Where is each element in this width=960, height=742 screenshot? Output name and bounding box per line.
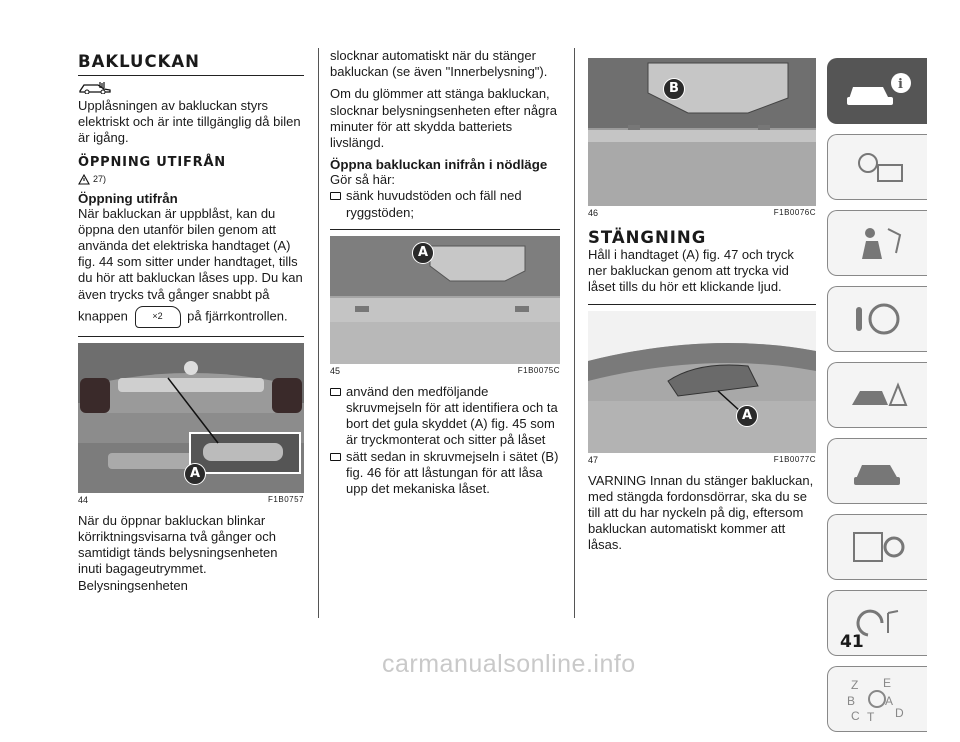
emergency-icon	[848, 375, 908, 415]
bullet-1-text: sänk huvudstöden och fäll ned ryggstöden;	[346, 188, 522, 220]
index-letter-c: C	[850, 709, 860, 723]
index-letter-z: Z	[850, 678, 858, 692]
body-paragraph-1b	[78, 306, 304, 328]
figure-44-marker: A	[184, 463, 206, 485]
sub-heading-oppning-utifran: Öppning utifrån	[78, 190, 178, 206]
body-paragraph-2: När du öppnar bakluckan blinkar körriktningsvisarna två gånger och samtidigt tänds belysningsenheten inuti bagageutrymmet. Belysningsenheten	[78, 512, 278, 593]
column-divider-2	[574, 48, 575, 618]
figure-44-caption	[78, 495, 304, 505]
column-2	[330, 48, 560, 497]
figure-44-number: 44	[78, 494, 89, 505]
maintenance-icon	[848, 451, 908, 491]
remote-key-icon: ×2	[135, 306, 181, 328]
svg-text:i: i	[897, 77, 903, 92]
figure-45	[330, 229, 560, 364]
technical-data-icon	[848, 527, 908, 567]
figure-45-marker: A	[412, 242, 434, 264]
bullet-marker	[330, 453, 341, 461]
figure-47-caption	[588, 455, 816, 465]
tab-driving[interactable]	[827, 286, 927, 352]
body-paragraph-4: Om du glömmer att stänga bakluckan, slocknar belysningsenheten efter några minuter för att skydda batteriets livslängd.	[330, 86, 557, 151]
safety-icon	[848, 223, 908, 263]
tailgate-icon-row	[78, 80, 304, 94]
tab-index[interactable]	[827, 666, 927, 732]
figure-45-code: F1B0075C	[517, 365, 560, 375]
figure-45-number: 45	[330, 365, 341, 376]
column-divider-1	[318, 48, 319, 618]
figure-46-caption	[588, 208, 816, 218]
knappen-text: knappen	[78, 308, 128, 324]
warning-reference	[78, 174, 304, 185]
figure-46-code: F1B0076C	[773, 208, 816, 217]
bullet-3	[330, 449, 560, 498]
tab-car-info[interactable]	[827, 58, 927, 124]
index-letter-b: B	[846, 694, 855, 708]
warning-ref-number: 27)	[93, 174, 107, 185]
bullet-marker	[330, 192, 341, 200]
tab-maintenance[interactable]	[827, 438, 927, 504]
tab-safety[interactable]	[827, 210, 927, 276]
body-paragraph-3: slocknar automatiskt när du stänger bakluckan (se även "Innerbelysning").	[330, 48, 548, 80]
fjarrkontroll-text: på fjärrkontrollen.	[187, 308, 288, 324]
column-3	[588, 52, 816, 560]
index-letter-t: T	[866, 710, 874, 723]
page-number: 41	[840, 632, 864, 652]
bullet-marker	[330, 388, 341, 396]
nodlage-intro: Gör så här:	[330, 172, 396, 188]
tab-warning-lights[interactable]	[827, 134, 927, 200]
index-icon	[843, 675, 913, 723]
figure-46-marker: B	[663, 78, 685, 100]
figure-46-image	[588, 58, 816, 206]
index-letter-a: A	[884, 694, 893, 708]
bullet-1	[330, 188, 560, 220]
index-letter-e: E	[882, 676, 891, 690]
index-letter-d: D	[894, 706, 904, 720]
bullet-2-text: använd den medföljande skruvmejseln för att identifiera och ta bort det gula skyddet (A) fig. 45 som är tryckmonterat och sitter på låset	[346, 383, 558, 448]
section-heading-bakluckan: BAKLUCKAN	[78, 52, 304, 76]
driving-icon	[848, 299, 908, 339]
body-paragraph-1: När bakluckan är uppblåst, kan du öppna den utanför bilen genom att använda det elektriska handtaget (A) fig. 44 som sitter under handtaget, tills du hör att bakluckan låses upp. Du kan även trycks två gånger snabbt på	[78, 205, 303, 302]
warning-paragraph: VARNING Innan du stänger bakluckan, med stängda fordonsdörrar, ska du se till att du har nyckeln på dig, eftersom bakluckan automatiskt kommer att låsas.	[588, 472, 814, 553]
figure-47-marker: A	[736, 405, 758, 427]
figure-47-image	[588, 311, 816, 453]
section-heading-stangning: STÄNGNING	[588, 228, 707, 247]
intro-paragraph: Upplåsningen av bakluckan styrs elektriskt och är inte tillgänglig då bilen är igång.	[78, 98, 301, 146]
stangning-paragraph: Håll i handtaget (A) fig. 47 och tryck ner bakluckan genom att trycka vid låset tills du hör ett klickande ljud.	[588, 247, 794, 295]
figure-45-caption	[330, 366, 560, 376]
figure-44	[78, 336, 304, 493]
section-heading-oppning: ÖPPNING UTIFRÅN	[78, 154, 226, 170]
warning-lights-icon	[848, 147, 908, 187]
tailgate-icon	[78, 80, 112, 94]
figure-44-code: F1B0757	[268, 494, 304, 504]
watermark: carmanualsonline.info	[382, 650, 636, 678]
warning-triangle-icon	[78, 174, 90, 185]
figure-46-number: 46	[588, 208, 599, 218]
bullet-2	[330, 384, 560, 449]
figure-47	[588, 304, 816, 453]
figure-47-number: 47	[588, 454, 599, 465]
tab-technical-data[interactable]	[827, 514, 927, 580]
figure-45-image	[330, 236, 560, 364]
figure-46	[588, 58, 816, 206]
tab-emergency[interactable]	[827, 362, 927, 428]
bullet-3-text: sätt sedan in skruvmejseln i sätet (B) fig. 46 för att låstungan för att låsa upp det mekaniska låset.	[346, 448, 559, 497]
figure-47-code: F1B0077C	[773, 454, 816, 464]
car-info-icon	[843, 71, 913, 111]
column-1	[78, 52, 304, 600]
sub-heading-nodlage: Öppna bakluckan inifrån i nödläge	[330, 157, 548, 173]
